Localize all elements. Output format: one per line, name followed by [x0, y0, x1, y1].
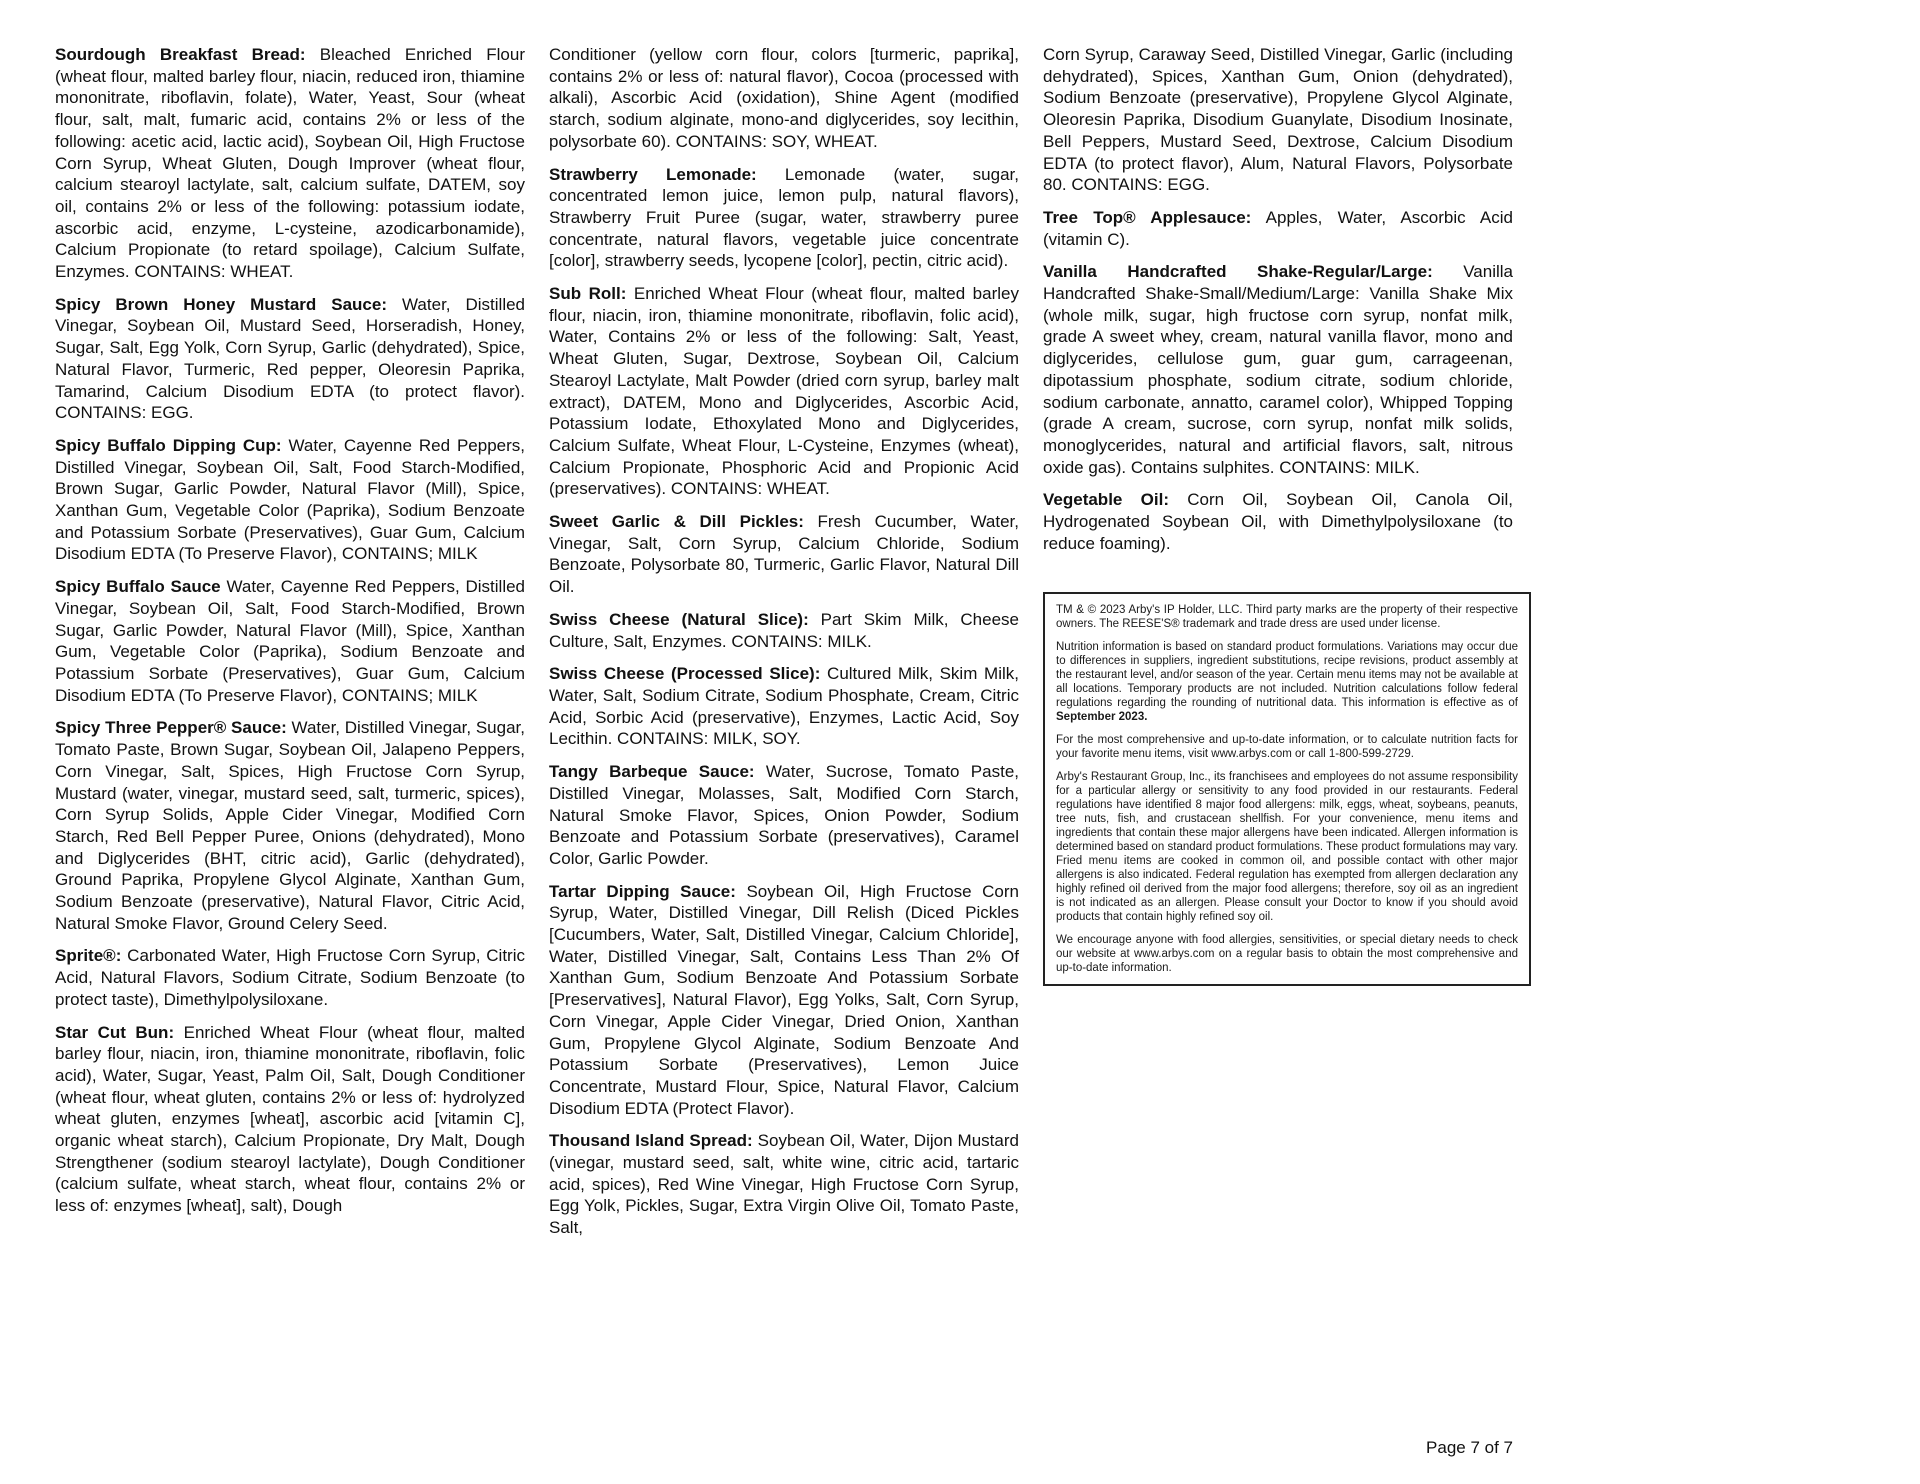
ingredient-entry: [55, 1022, 525, 1217]
ingredient-entry: [55, 945, 525, 1010]
ingredient-item-text: Enriched Wheat Flour (wheat flour, malted barley flour, niacin, iron, thiamine mononitrate, riboflavin, folic acid), Water, Contains 2% or less of the following: Salt, Yeast, Wheat Gluten, Sugar, Dextrose, Soybean Oil, Calcium Stearoyl Lactylate, Malt Powder (dried corn syrup, barley malt extract), DATEM, Mono and Diglycerides, Ascorbic Acid, Potassium Iodate, Ethoxylated Mono and Diglycerides, Calcium Sulfate, Wheat Flour, L-Cysteine, Enzymes (wheat), Calcium Propionate, Phosphoric Acid and Propionic Acid (preservatives). CONTAINS: WHEAT.: [549, 284, 1019, 499]
legal-disclaimer-box: [1043, 592, 1531, 986]
ingredient-entry: [549, 663, 1019, 750]
ingredient-item-text: Vanilla Handcrafted Shake-Small/Medium/Large: Vanilla Shake Mix (whole milk, sugar, high fructose corn syrup, nonfat milk, grade A sweet whey, cream, natural vanilla flavor, mono and diglycerides, cellulose gum, guar gum, carrageenan, dipotassium phosphate, sodium citrate, sodium chloride, sodium carbonate, annatto, caramel color), Whipped Topping (grade A cream, sucrose, corn syrup, nonfat milk solids, monoglycerides, natural and artificial flavors, salt, nitrous oxide gas). Contains sulphites. CONTAINS: MILK.: [1043, 262, 1513, 477]
legal-paragraph: [1056, 770, 1518, 924]
ingredients-column-3-entries: [1043, 44, 1513, 554]
ingredient-item-name: Spicy Three Pepper® Sauce:: [55, 718, 287, 738]
ingredients-column-2: [549, 44, 1019, 1250]
ingredient-entry: [55, 717, 525, 934]
ingredient-item-text: Water, Cayenne Red Peppers, Distilled Vinegar, Soybean Oil, Salt, Food Starch-Modified, Brown Sugar, Garlic Powder, Natural Flavor (Mill), Spice, Xanthan Gum, Vegetable Color (Paprika), Sodium Benzoate and Potassium Sorbate (Preservatives), Guar Gum, Calcium Disodium EDTA (To Preserve Flavor), CONTAINS; MILK: [55, 435, 525, 564]
ingredients-column-1-entries: [55, 44, 525, 1217]
ingredient-entry: [1043, 207, 1513, 250]
legal-text: Nutrition information is based on standard product formulations. Variations may occur due to differences in suppliers, ingredient substitutions, recipe revisions, product assembly at the restaurant level, and/or season of the year. Certain menu items may not be available at all locations. Temporary products are not included. Nutrition calculations follow federal regulations regarding the rounding of nutritional data. This information is effective as of: [1056, 641, 1518, 710]
ingredient-item-text: Carbonated Water, High Fructose Corn Syrup, Citric Acid, Natural Flavors, Sodium Citrate, Sodium Benzoate (to protect taste), Dimethylpolysiloxane.: [55, 946, 525, 1009]
ingredient-item-text: Lemonade (water, sugar, concentrated lemon juice, lemon pulp, natural flavors), Strawberry Fruit Puree (sugar, water, strawberry puree concentrate, natural flavors, vegetable juice concentrate [color], strawberry seeds, lycopene [color], pectin, citric acid).: [549, 164, 1019, 271]
ingredients-column-2-entries: [549, 44, 1019, 1239]
ingredient-item-name: Swiss Cheese (Processed Slice):: [549, 664, 821, 684]
ingredient-item-text: Apples, Water, Ascorbic Acid (vitamin C).: [1043, 207, 1513, 249]
ingredient-item-text: Cultured Milk, Skim Milk, Water, Salt, Sodium Citrate, Sodium Phosphate, Cream, Citric Acid, Sorbic Acid (preservative), Enzymes, Lactic Acid, Soy Lecithin. CONTAINS: MILK, SOY.: [549, 664, 1019, 749]
ingredient-item-text: Water, Distilled Vinegar, Sugar, Tomato Paste, Brown Sugar, Soybean Oil, Jalapeno Peppers, Corn Vinegar, Salt, Spices, High Fructose Corn Syrup, Mustard (water, vinegar, mustard seed, salt, turmeric, spices), Corn Syrup Solids, Apple Cider Vinegar, Modified Corn Starch, Red Bell Pepper Puree, Onions (dehydrated), Mono and Diglycerides (BHT, citric acid), Garlic (dehydrated), Ground Paprika, Propylene Glycol Alginate, Xanthan Gum, Sodium Benzoate (preservative), Natural Flavor, Citric Acid, Natural Smoke Flavor, Ground Celery Seed.: [55, 718, 525, 933]
ingredient-entry: [549, 881, 1019, 1120]
ingredient-item-name: Star Cut Bun:: [55, 1022, 175, 1042]
legal-text: TM & © 2023 Arby's IP Holder, LLC. Third party marks are the property of their respective owners. The REESE'S® trademark and trade dress are used under license.: [1056, 604, 1518, 631]
legal-paragraph: [1056, 603, 1518, 631]
ingredient-item-name: Swiss Cheese (Natural Slice):: [549, 609, 809, 629]
ingredient-entry: [1043, 489, 1513, 554]
ingredients-columns: [55, 44, 1518, 1250]
ingredient-item-name: Tangy Barbeque Sauce:: [549, 762, 755, 782]
legal-text: We encourage anyone with food allergies, sensitivities, or special dietary needs to check our website at www.arbys.com on a regular basis to obtain the most comprehensive and up-to-date information.: [1056, 934, 1518, 975]
ingredient-entry: [55, 44, 525, 283]
ingredient-item-name: Tree Top® Applesauce:: [1043, 207, 1252, 227]
ingredient-item-name: Sweet Garlic & Dill Pickles:: [549, 512, 804, 532]
ingredient-item-text: Bleached Enriched Flour (wheat flour, malted barley flour, niacin, reduced iron, thiamine mononitrate, riboflavin, folate), Water, Yeast, Sour (wheat flour, salt, malt, fumaric acid, contains 2% or less of the following: acetic acid, lactic acid), Soybean Oil, High Fructose Corn Syrup, Wheat Gluten, Dough Improver (wheat flour, calcium stearoyl lactylate, salt, calcium sulfate, DATEM, soy oil, contains 2% or less of the following: potassium iodate, ascorbic acid, enzyme, L-cysteine, azodicarbonamide), Calcium Propionate (to retard spoilage), Calcium Sulfate, Enzymes. CONTAINS: WHEAT.: [55, 45, 525, 282]
ingredient-entry: [55, 435, 525, 565]
ingredient-item-text: Soybean Oil, Water, Dijon Mustard (vinegar, mustard seed, salt, white wine, citric acid, tartaric acid, spices), Red Wine Vinegar, High Fructose Corn Syrup, Egg Yolk, Pickles, Sugar, Extra Virgin Olive Oil, Tomato Paste, Salt,: [549, 1131, 1019, 1238]
ingredient-item-text: Conditioner (yellow corn flour, colors [turmeric, paprika], contains 2% or less of: natural flavor), Cocoa (processed with alkali), Ascorbic Acid (oxidation), Shine Agent (modified starch, sodium alginate, mono-and diglycerides, soy lecithin, polysorbate 60). CONTAINS: SOY, WHEAT.: [549, 45, 1019, 151]
ingredient-entry: [549, 1130, 1019, 1239]
ingredient-item-name: Strawberry Lemonade:: [549, 164, 757, 184]
ingredient-item-text: Corn Syrup, Caraway Seed, Distilled Vinegar, Garlic (including dehydrated), Spices, Xanthan Gum, Onion (dehydrated), Sodium Benzoate (preservative), Propylene Glycol Alginate, Oleoresin Paprika, Disodium Guanylate, Disodium Inosinate, Bell Peppers, Mustard Seed, Dextrose, Calcium Disodium EDTA (to protect flavor), Alum, Natural Flavors, Polysorbate 80. CONTAINS: EGG.: [1043, 45, 1513, 195]
ingredient-entry: [549, 164, 1019, 273]
ingredients-column-1: [55, 44, 525, 1250]
ingredients-column-3: [1043, 44, 1518, 1250]
ingredient-item-name: Thousand Island Spread:: [549, 1131, 753, 1151]
ingredient-item-name: Vanilla Handcrafted Shake-Regular/Large:: [1043, 262, 1433, 282]
legal-paragraph: [1056, 640, 1518, 724]
ingredient-item-text: Fresh Cucumber, Water, Vinegar, Salt, Corn Syrup, Calcium Chloride, Sodium Benzoate, Polysorbate 80, Turmeric, Garlic Flavor, Natural Dill Oil.: [549, 512, 1019, 597]
ingredient-item-name: Sub Roll:: [549, 284, 627, 304]
legal-paragraph: [1056, 733, 1518, 761]
ingredient-item-text: Water, Cayenne Red Peppers, Distilled Vinegar, Soybean Oil, Salt, Food Starch-Modified, Brown Sugar, Garlic Powder, Natural Flavor (Mill), Spice, Xanthan Gum, Vegetable Color (Paprika), Sodium Benzoate and Potassium Sorbate (Preservatives), Guar Gum, Calcium Disodium EDTA (To Preserve Flavor), CONTAINS; MILK: [55, 577, 525, 705]
ingredient-entry: [1043, 44, 1513, 196]
ingredient-item-text: Part Skim Milk, Cheese Culture, Salt, Enzymes. CONTAINS: MILK.: [549, 609, 1019, 651]
ingredient-item-text: Water, Distilled Vinegar, Soybean Oil, Mustard Seed, Horseradish, Honey, Sugar, Salt, Egg Yolk, Corn Syrup, Garlic (dehydrated), Spice, Natural Flavor, Turmeric, Red pepper, Oleoresin Paprika, Tamarind, Calcium Disodium EDTA (to protect flavor). CONTAINS: EGG.: [55, 294, 526, 423]
legal-paragraph: [1056, 933, 1518, 975]
ingredient-item-text: Water, Sucrose, Tomato Paste, Distilled Vinegar, Molasses, Salt, Modified Corn Starch, Natural Smoke Flavor, Spices, Onion Powder, Sodium Benzoate and Potassium Sorbate (preservatives), Caramel Color, Garlic Powder.: [549, 762, 1019, 868]
legal-text: Arby's Restaurant Group, Inc., its franchisees and employees do not assume responsibility for a particular allergy or sensitivity to any food provided in our restaurants. Federal regulations have identified 8 major food allergens: milk, eggs, wheat, soybeans, peanuts, tree nuts, fish, and crustacean shellfish. For your convenience, menu items and ingredients that contain these major allergens have been indicated. Allergen information is determined based on standard product formulations. These product formulations may vary. Fried menu items are cooked in common oil, and possible contact with other major allergens is also indicated. Federal regulation has exempted from allergen declaration any highly refined oil derived from the major food allergens; therefore, soy oil as an ingredient is not indicated as an allergen. Please consult your Doctor to know if you should avoid products that contain highly refined soy oil.: [1056, 771, 1518, 924]
ingredient-item-name: Sprite®:: [55, 946, 122, 966]
ingredient-item-name: Vegetable Oil:: [1043, 490, 1169, 510]
legal-text: For the most comprehensive and up-to-date information, or to calculate nutrition facts for your favorite menu items, visit www.arbys.com or call 1-800-599-2729.: [1056, 734, 1518, 761]
ingredient-entry: [549, 609, 1019, 652]
ingredient-entry: [549, 44, 1019, 153]
ingredient-entry: [549, 761, 1019, 870]
ingredient-item-name: Tartar Dipping Sauce:: [549, 881, 736, 901]
ingredient-entry: [55, 576, 525, 706]
ingredient-item-name: Sourdough Breakfast Bread:: [55, 45, 306, 64]
legal-bold-text: September 2023.: [1056, 711, 1148, 724]
ingredient-entry: [549, 511, 1019, 598]
ingredient-entry: [1043, 261, 1513, 478]
ingredient-item-text: Soybean Oil, High Fructose Corn Syrup, Water, Distilled Vinegar, Dill Relish (Diced Pickles [Cucumbers, Water, Salt, Distilled Vinegar, Calcium Chloride], Water, Distilled Vinegar, Salt, Contains Less Than 2% Of Xanthan Gum, Sodium Benzoate And Potassium Sorbate [Preservatives], Natural Flavor), Egg Yolks, Salt, Corn Syrup, Corn Vinegar, Apple Cider Vinegar, Dried Onion, Xanthan Gum, Propylene Glycol Alginate, Sodium Benzoate And Potassium Sorbate (Preservatives), Lemon Juice Concentrate, Mustard Flour, Spice, Natural Flavor, Calcium Disodium EDTA (Protect Flavor).: [549, 881, 1019, 1118]
ingredient-item-name: Spicy Brown Honey Mustard Sauce:: [55, 294, 388, 314]
ingredient-item-text: Corn Oil, Soybean Oil, Canola Oil, Hydrogenated Soybean Oil, with Dimethylpolysiloxane (to reduce foaming).: [1043, 490, 1513, 553]
ingredient-entry: [55, 294, 525, 424]
ingredient-item-name: Spicy Buffalo Dipping Cup:: [55, 435, 282, 455]
ingredient-item-text: Enriched Wheat Flour (wheat flour, malted barley flour, niacin, iron, thiamine mononitrate, riboflavin, folic acid), Water, Sugar, Yeast, Palm Oil, Salt, Dough Conditioner (wheat flour, wheat gluten, contains 2% or less of: hydrolyzed wheat gluten, enzymes [wheat], ascorbic acid [vitamin C], organic wheat starch), Calcium Propionate, Dry Malt, Dough Strengthener (sodium stearoyl lactylate), Dough Conditioner (calcium sulfate, wheat starch, wheat flour, contains 2% or less of: enzymes [wheat], salt), Dough: [55, 1022, 526, 1216]
ingredient-entry: [549, 283, 1019, 500]
page-number: Page 7 of 7: [1426, 1438, 1513, 1457]
ingredient-item-name: Spicy Buffalo Sauce: [55, 577, 221, 597]
